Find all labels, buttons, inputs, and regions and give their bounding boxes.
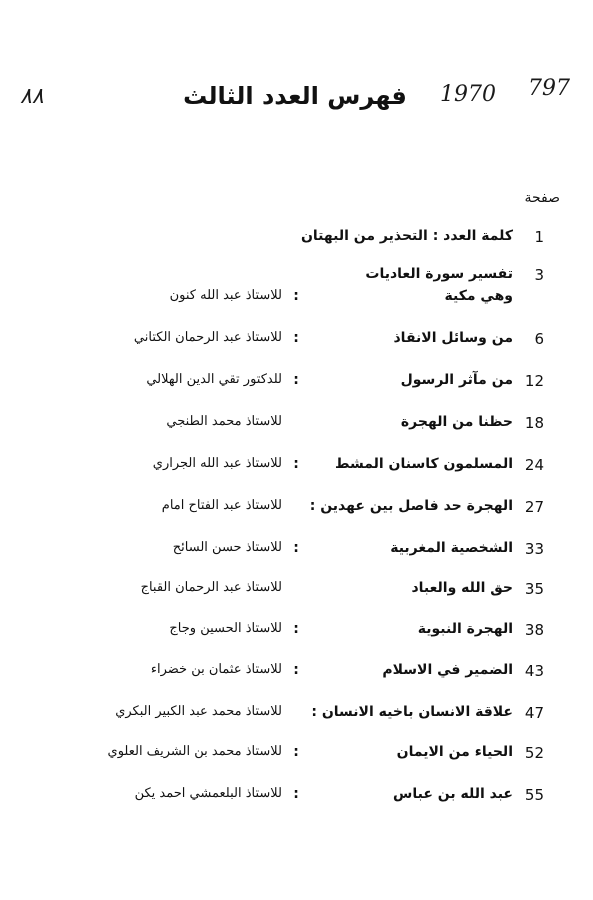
toc-row [0, 704, 593, 734]
toc-row [0, 744, 593, 774]
entry-title: المسلمون كاسنان المشط [334, 456, 513, 472]
entry-separator: : [293, 540, 299, 556]
toc-row [0, 330, 593, 360]
entry-author: للاستاذ عبد الله الجراري [152, 456, 282, 471]
handwritten-page-number: ٨٨ [20, 84, 44, 109]
entry-title-line2: وهي مكية [444, 288, 513, 304]
entry-title: الضمير في الاسلام [382, 662, 513, 678]
entry-separator: : [293, 330, 299, 346]
entry-page-number: 24 [524, 456, 544, 474]
entry-page-number: 43 [524, 662, 544, 680]
toc-row [0, 540, 593, 570]
entry-title: حظنا من الهجرة [400, 414, 513, 430]
toc-row [0, 372, 593, 402]
entry-separator: : [293, 786, 299, 802]
entry-author: للاستاذ محمد الطنجي [166, 414, 282, 429]
handwritten-year: 1970 [440, 82, 496, 107]
entry-page-number: 18 [524, 414, 544, 432]
entry-author: للاستاذ عثمان بن خضراء [150, 662, 282, 677]
entry-page-number: 1 [534, 228, 544, 246]
entry-page-number: 55 [524, 786, 544, 804]
entry-title: علاقة الانسان باخيه الانسان : [311, 704, 513, 720]
entry-title: الهجرة النبوية [417, 621, 513, 637]
entry-page-number: 33 [524, 540, 544, 558]
entry-separator: : [293, 456, 299, 472]
entry-title: الحياء من الايمان [396, 744, 513, 760]
entry-separator: : [293, 621, 299, 637]
toc-row [0, 498, 593, 528]
entry-title: حق الله والعباد [411, 580, 513, 596]
entry-author: للاستاذ عبد الرحمان الكتاني [133, 330, 282, 345]
entry-page-number: 27 [524, 498, 544, 516]
entry-page-number: 52 [524, 744, 544, 762]
toc-row [0, 621, 593, 651]
entry-title: الشخصية المغربية [390, 540, 513, 556]
entry-page-number: 47 [524, 704, 544, 722]
toc-row [0, 580, 593, 610]
toc-row [0, 266, 593, 310]
entry-author: للاستاذ محمد بن الشريف العلوي [107, 744, 282, 759]
entry-author: للاستاذ عبد الرحمان القباج [140, 580, 282, 595]
entry-author: للاستاذ الحسين وجاج [169, 621, 282, 636]
toc-row [0, 662, 593, 692]
toc-row [0, 456, 593, 486]
page-column-label: صفحة [524, 190, 560, 206]
entry-title: كلمة العدد : التحذير من البهتان [300, 228, 513, 244]
toc-row [0, 228, 593, 258]
entry-page-number: 38 [524, 621, 544, 639]
page-title: فهرس العدد الثالث [183, 82, 407, 110]
entry-author: للاستاذ البلعمشي احمد يكن [134, 786, 282, 801]
entry-page-number: 35 [524, 580, 544, 598]
entry-author: للاستاذ محمد عبد الكبير البكري [115, 704, 282, 719]
entry-page-number: 12 [524, 372, 544, 390]
entry-separator: : [293, 372, 299, 388]
entry-title: الهجرة حد فاصل بين عهدين : [309, 498, 513, 514]
entry-separator: : [293, 744, 299, 760]
entry-separator: : [293, 662, 299, 678]
toc-row [0, 786, 593, 816]
entry-author: للاستاذ عبد الله كنون [169, 288, 282, 303]
entry-page-number: 3 [534, 266, 544, 284]
entry-title: من وسائل الانقاذ [393, 330, 513, 346]
entry-separator: : [293, 288, 299, 304]
entry-title: عبد الله بن عباس [393, 786, 513, 802]
entry-author: للاستاذ حسن السائح [172, 540, 282, 555]
toc-row [0, 414, 593, 444]
entry-title: تفسير سورة العاديات [365, 266, 513, 282]
entry-author: للاستاذ عبد الفتاح امام [161, 498, 282, 513]
entry-page-number: 6 [534, 330, 544, 348]
handwritten-reference: 797 [528, 76, 570, 101]
entry-title: من مآثر الرسول [400, 372, 513, 388]
entry-author: للدكتور تقي الدين الهلالي [146, 372, 282, 387]
